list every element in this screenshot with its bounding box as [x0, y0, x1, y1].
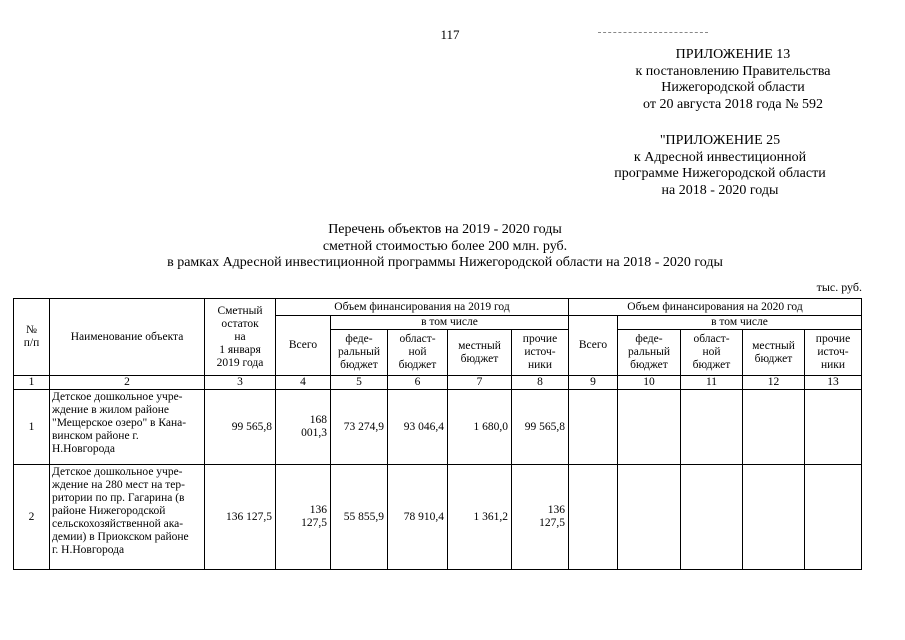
col-number: 8	[512, 376, 569, 390]
header-name: Наименование объекта	[50, 299, 205, 376]
object-name-line: ждение в жилом районе	[52, 404, 170, 416]
other-2019-value	[512, 390, 569, 465]
value-line: 136	[547, 504, 565, 516]
total-2019-value	[276, 465, 331, 570]
page-number: 117	[440, 27, 460, 42]
header-line: феде-	[345, 333, 373, 345]
local-2019-value: 1 361,2	[448, 465, 512, 570]
object-name-line: г. Н.Новгорода	[52, 544, 125, 556]
total-2020-value	[569, 465, 618, 570]
header-line: источ-	[524, 346, 556, 358]
local-2020-value	[743, 390, 805, 465]
header-line: местный	[458, 339, 501, 352]
header-line: прочие	[815, 333, 851, 345]
header-remainder-line: Сметный	[217, 304, 263, 317]
appendix-13-line: к постановлению Правительства	[635, 63, 831, 79]
row-num: 1	[14, 390, 50, 465]
appendix-25-line: на 2018 - 2020 годы	[661, 182, 779, 198]
header-num-line: п/п	[23, 337, 40, 349]
header-regional-2019	[388, 330, 448, 376]
col-number: 9	[569, 376, 618, 390]
appendix-25-line: к Адресной инвестиционной	[633, 149, 807, 165]
value-line: 136	[309, 504, 327, 516]
header-dashed-line	[598, 32, 708, 33]
header-line: бюджет	[398, 359, 437, 371]
header-remainder	[205, 299, 276, 376]
header-line: област-	[399, 333, 436, 345]
value-line: 127,5	[301, 517, 327, 529]
appendix-13-line: ПРИЛОЖЕНИЕ 13	[675, 47, 791, 62]
title-line: сметной стоимостью более 200 млн. руб.	[322, 238, 568, 254]
col-number: 3	[205, 376, 276, 390]
header-regional-2020	[681, 330, 743, 376]
header-line: ральный	[338, 346, 380, 358]
col-number: 10	[618, 376, 681, 390]
object-name-line: "Мещерское озеро" в Кана-	[52, 417, 187, 429]
header-other-2020	[805, 330, 862, 376]
federal-2019-value: 55 855,9	[331, 465, 388, 570]
title-line: в рамках Адресной инвестиционной программы Нижегородской области на 2018 - 2020 годы	[167, 255, 723, 270]
header-line: прочие	[522, 333, 558, 345]
column-number-row	[14, 376, 862, 390]
object-name-line: Н.Новгорода	[52, 443, 115, 455]
col-number: 5	[331, 376, 388, 390]
federal-2019-value: 73 274,9	[331, 390, 388, 465]
header-line: местный	[752, 339, 795, 352]
header-num-line: №	[26, 324, 37, 336]
col-number: 11	[681, 376, 743, 390]
header-line: ники	[820, 359, 846, 371]
col-number: 4	[276, 376, 331, 390]
table-row	[14, 390, 862, 465]
regional-2019-value: 78 910,4	[388, 465, 448, 570]
title-line: Перечень объектов на 2019 - 2020 годы	[328, 222, 562, 237]
header-line: феде-	[635, 333, 663, 345]
value-line: 168	[309, 414, 327, 426]
object-name-line: винском районе г.	[52, 430, 139, 442]
row-num: 2	[14, 465, 50, 570]
header-line: источ-	[817, 346, 849, 358]
appendix-25-line: программе Нижегородской области	[614, 166, 826, 181]
header-federal-2019	[331, 330, 388, 376]
object-name-line: ритории по пр. Гагарина (в	[52, 492, 185, 504]
appendix-25-block	[585, 133, 855, 199]
units-label: тыс. руб.	[816, 280, 862, 294]
object-name-line: Детское дошкольное учре-	[52, 391, 183, 403]
object-name	[50, 390, 205, 465]
federal-2020-value	[618, 465, 681, 570]
table-row	[14, 465, 862, 570]
header-line: ники	[527, 359, 553, 371]
object-name	[50, 465, 205, 570]
local-2020-value	[743, 465, 805, 570]
header-line: бюджет	[754, 352, 793, 365]
header-other-2019	[512, 330, 569, 376]
col-number: 7	[448, 376, 512, 390]
local-2019-value: 1 680,0	[448, 390, 512, 465]
header-line: бюджет	[340, 359, 378, 371]
objects-table	[13, 298, 862, 570]
object-name-line: ждение на 280 мест на тер-	[52, 479, 185, 491]
other-2019-value	[512, 465, 569, 570]
object-name-line: Детское дошкольное учре-	[52, 466, 183, 478]
total-2019-value	[276, 390, 331, 465]
regional-2020-value	[681, 465, 743, 570]
header-line: бюджет	[692, 359, 731, 371]
object-name-line: сельскохозяйственной ака-	[52, 518, 184, 530]
header-line: област-	[693, 333, 730, 345]
value-line: 99 565,8	[524, 420, 565, 433]
header-remainder-line: на	[234, 330, 246, 343]
col-number: 12	[743, 376, 805, 390]
header-line: ной	[702, 346, 721, 358]
header-total-2019: Всего	[276, 316, 331, 376]
header-line: ральный	[628, 346, 670, 358]
header-local-2019	[448, 330, 512, 376]
header-line: бюджет	[630, 359, 668, 371]
header-line: ной	[408, 346, 427, 358]
header-remainder-line: 2019 года	[216, 356, 264, 369]
remainder-value: 99 565,8	[205, 390, 276, 465]
value-line: 127,5	[539, 517, 565, 529]
total-2020-value	[569, 390, 618, 465]
col-number: 2	[50, 376, 205, 390]
header-fin-2019: Объем финансирования на 2019 год	[276, 299, 569, 316]
regional-2019-value: 93 046,4	[388, 390, 448, 465]
header-including-2020: в том числе	[618, 316, 862, 330]
object-name-line: районе Нижегородской	[52, 505, 166, 517]
document-title	[100, 222, 790, 272]
header-including-2019: в том числе	[331, 316, 569, 330]
appendix-25-line: "ПРИЛОЖЕНИЕ 25	[659, 133, 781, 148]
header-remainder-line: остаток	[221, 317, 259, 330]
header-federal-2020	[618, 330, 681, 376]
object-name-line: демии) в Приокском районе	[52, 531, 189, 543]
header-remainder-line: 1 января	[219, 343, 261, 356]
appendix-13-line: от 20 августа 2018 года № 592	[643, 96, 823, 112]
appendix-13-line: Нижегородской области	[661, 80, 805, 95]
federal-2020-value	[618, 390, 681, 465]
regional-2020-value	[681, 390, 743, 465]
col-number: 6	[388, 376, 448, 390]
header-num	[14, 299, 50, 376]
header-line: бюджет	[460, 352, 499, 365]
header-total-2020: Всего	[569, 316, 618, 376]
col-number: 1	[14, 376, 50, 390]
value-line: 001,3	[301, 427, 327, 439]
appendix-13-block	[598, 47, 868, 113]
header-local-2020	[743, 330, 805, 376]
other-2020-value	[805, 465, 862, 570]
other-2020-value	[805, 390, 862, 465]
col-number: 13	[805, 376, 862, 390]
header-fin-2020: Объем финансирования на 2020 год	[569, 299, 862, 316]
remainder-value: 136 127,5	[205, 465, 276, 570]
